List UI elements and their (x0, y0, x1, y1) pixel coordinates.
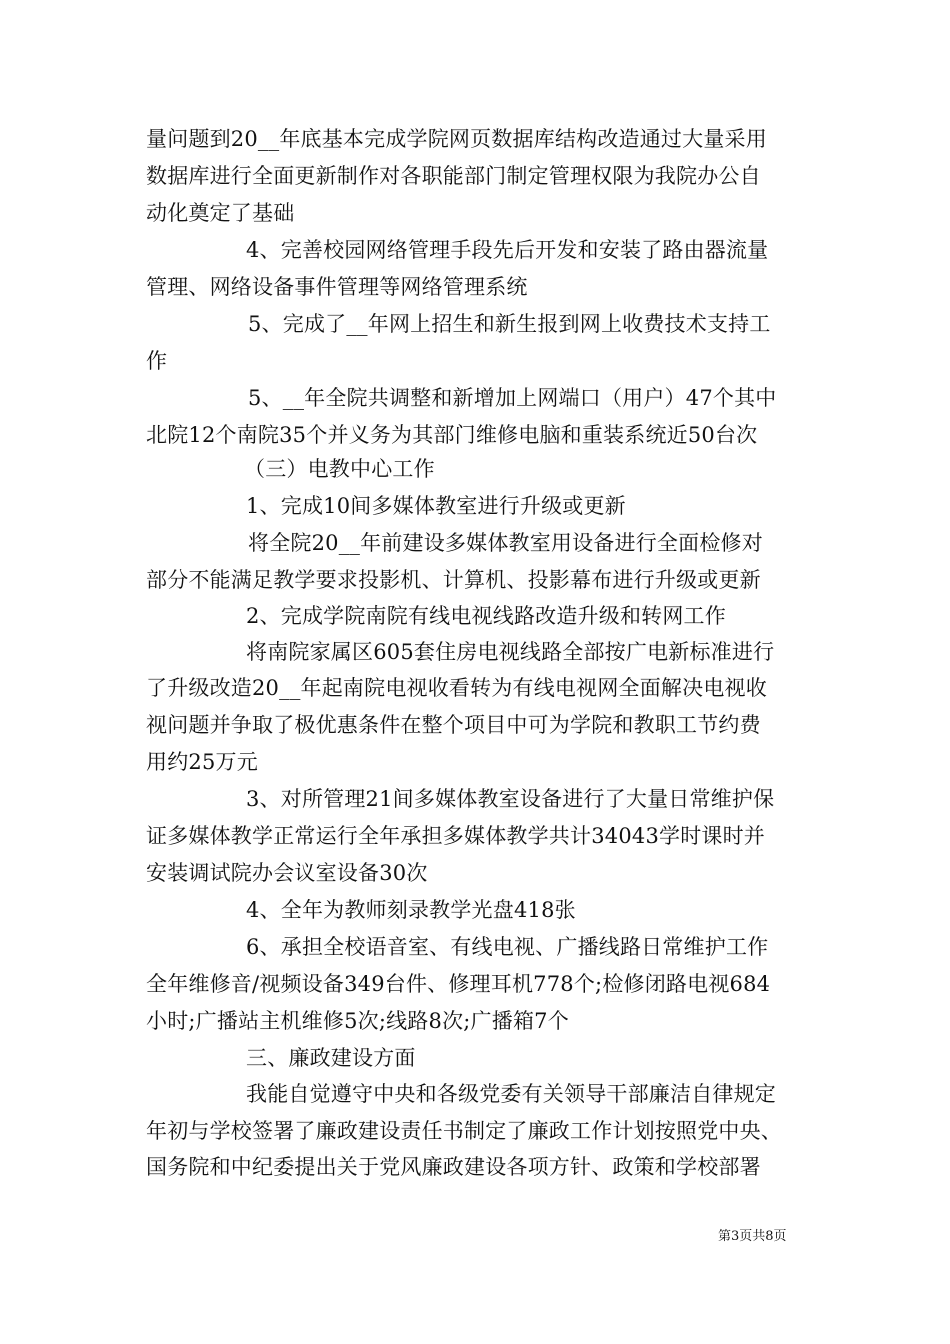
paragraph-line: 4、完善校园网络管理手段先后开发和安装了路由器流量 (246, 238, 769, 262)
paragraph-line: 小时;广播站主机维修5次;线路8次;广播箱7个 (146, 1009, 569, 1033)
paragraph-line: 5、完成了__年网上招生和新生报到网上收费技术支持工 (248, 312, 771, 336)
paragraph-line: 证多媒体教学正常运行全年承担多媒体教学共计34043学时课时并 (146, 824, 766, 848)
paragraph-line: 全年维修音/视频设备349台件、修理耳机778个;检修闭路电视684 (146, 972, 771, 996)
paragraph-line: 我能自觉遵守中央和各级党委有关领导干部廉洁自律规定 (246, 1082, 776, 1106)
page-number: 第3页共8页 (718, 1229, 787, 1244)
paragraph-line: 1、完成10间多媒体教室进行升级或更新 (246, 494, 626, 518)
paragraph-line: 4、全年为教师刻录教学光盘418张 (246, 898, 576, 922)
paragraph-line: 安装调试院办会议室设备30次 (146, 861, 428, 885)
paragraph-line: 了升级改造20__年起南院电视收看转为有线电视网全面解决电视收 (146, 676, 767, 700)
paragraph-line: 视问题并争取了极优惠条件在整个项目中可为学院和教职工节约费 (146, 713, 761, 737)
paragraph-line: 年初与学校签署了廉政建设责任书制定了廉政工作计划按照党中央、 (146, 1119, 782, 1143)
paragraph-line: 部分不能满足教学要求投影机、计算机、投影幕布进行升级或更新 (146, 568, 761, 592)
paragraph-line: 5、__年全院共调整和新增加上网端口（用户）47个其中 (248, 386, 777, 410)
paragraph-line: 动化奠定了基础 (146, 201, 295, 225)
paragraph-line: 3、对所管理21间多媒体教室设备进行了大量日常维护保 (246, 787, 775, 811)
paragraph-line: 量问题到20__年底基本完成学院网页数据库结构改造通过大量采用 (146, 127, 767, 151)
paragraph-line: 作 (146, 349, 168, 373)
paragraph-line: 数据库进行全面更新制作对各职能部门制定管理权限为我院办公自 (146, 164, 761, 188)
paragraph-line: 将南院家属区605套住房电视线路全部按广电新标准进行 (246, 640, 775, 664)
paragraph-line: 国务院和中纪委提出关于党风廉政建设各项方针、政策和学校部署 (146, 1155, 761, 1179)
paragraph-line: 北院12个南院35个并义务为其部门维修电脑和重装系统近50台次 (146, 423, 758, 447)
paragraph-line: 将全院20__年前建设多媒体教室用设备进行全面检修对 (248, 531, 763, 555)
paragraph-line: 管理、网络设备事件管理等网络管理系统 (146, 275, 528, 299)
paragraph-line: 用约25万元 (146, 750, 258, 774)
section-heading: （三）电教中心工作 (244, 457, 435, 481)
section-heading: 三、廉政建设方面 (246, 1046, 416, 1070)
paragraph-line: 2、完成学院南院有线电视线路改造升级和转网工作 (246, 604, 726, 628)
paragraph-line: 6、承担全校语音室、有线电视、广播线路日常维护工作 (246, 935, 769, 959)
